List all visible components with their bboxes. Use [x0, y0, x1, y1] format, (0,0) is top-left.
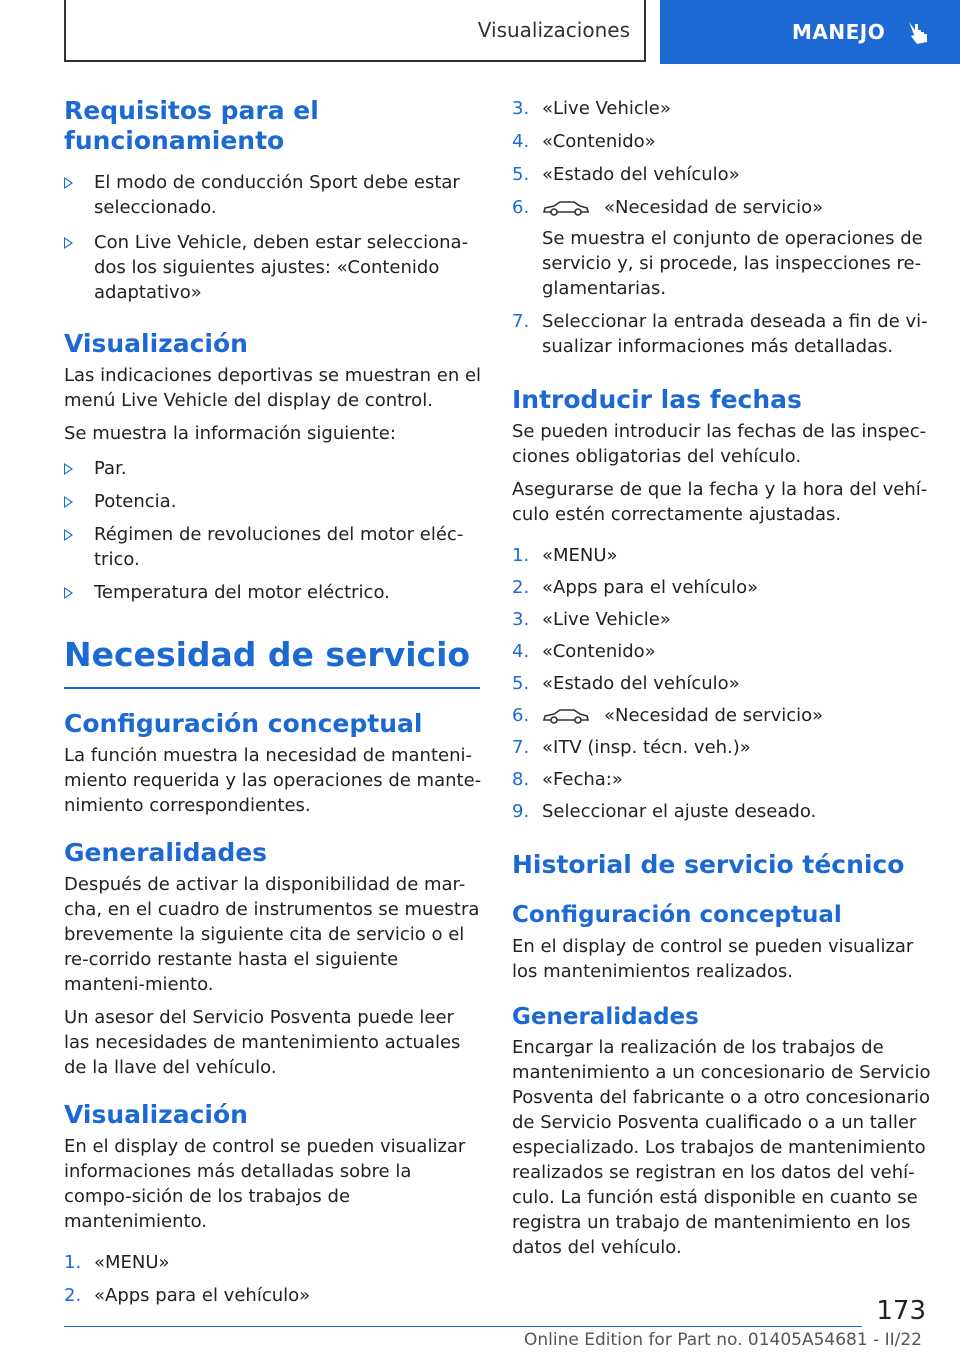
bullet-triangle-icon — [64, 496, 73, 508]
bullet-triangle-icon — [64, 237, 73, 249]
right-column — [512, 96, 932, 1260]
paragraph: En el display de control se pueden visualizar informaciones más detalladas sobre la compo-sición de los trabajos de mantenimiento. — [64, 1135, 466, 1232]
steps-list — [512, 543, 932, 824]
page-number: 173 — [876, 1296, 926, 1326]
list-item: 6. «Necesidad de servicio» — [512, 705, 824, 726]
paragraph: Las indicaciones deportivas se muestran en el menú Live Vehicle del display de control. — [64, 365, 482, 411]
heading-visualizacion-2: Visualización — [64, 1099, 248, 1129]
paragraph: En el display de control se pueden visualizar los mantenimientos realizados. — [512, 935, 914, 982]
list-item: 1. «MENU» — [512, 545, 618, 566]
bullet-triangle-icon — [64, 177, 73, 189]
list-item: Régimen de revoluciones del motor eléc-trico. — [64, 522, 484, 572]
hand-pointer-icon — [905, 18, 931, 46]
paragraph: Se muestra la información siguiente: — [64, 423, 396, 444]
bullet-triangle-icon — [64, 529, 73, 541]
list-item: Par. — [64, 456, 484, 481]
car-icon — [542, 199, 590, 217]
list-item: 5. «Estado del vehículo» — [512, 673, 740, 694]
bullet-triangle-icon — [64, 587, 73, 599]
section-title: Visualizaciones — [477, 18, 630, 42]
requirements-list — [64, 170, 484, 305]
chapter-title: MANEJO — [792, 20, 886, 44]
list-item: El modo de conducción Sport debe estar seleccionado. — [64, 170, 484, 220]
section-tab — [64, 0, 646, 62]
paragraph: Un asesor del Servicio Posventa puede leer las necesidades de mantenimiento actuales de la llave del vehículo. — [64, 1006, 461, 1078]
list-item: 8. «Fecha:» — [512, 769, 623, 790]
chapter-tab — [660, 0, 960, 64]
heading-generalidades: Generalidades — [64, 837, 268, 867]
list-item: 4. «Contenido» — [512, 131, 656, 152]
list-item: 6. «Necesidad de servicio» Se muestra el conjunto de operaciones de servicio y, si procede, las inspecciones re-glamentarias. — [512, 195, 932, 301]
list-item: 7. Seleccionar la entrada deseada a fin de vi-sualizar informaciones más detalladas. — [512, 311, 928, 357]
list-item: 3. «Live Vehicle» — [512, 98, 671, 119]
heading-necesidad: Necesidad de servicio — [64, 635, 471, 674]
paragraph: Asegurarse de que la fecha y la hora del vehí-culo estén correctamente ajustadas. — [512, 479, 928, 525]
heading-rule — [64, 687, 480, 689]
steps-list — [512, 96, 932, 359]
paragraph: La función muestra la necesidad de manteni-miento requerida y las operaciones de mante-nimiento correspondientes. — [64, 744, 482, 816]
paragraph: Encargar la realización de los trabajos de mantenimiento a un concesionario de Servicio Posventa del fabricante o a otro concesionario de Servicio Posventa cualificado o a un taller especializado. Los trabajos de mantenimiento realizados se registran en los datos del vehí-culo. La función está disponible en cuanto se registra un trabajo de mantenimiento en los datos del vehículo. — [512, 1037, 931, 1259]
paragraph: Después de activar la disponibilidad de mar-cha, en el cuadro de instrumentos se muestra brevemente la siguiente cita de servicio o el re-corrido restante hasta el siguiente manteni-miento. — [64, 873, 480, 995]
list-item: 7. «ITV (insp. técn. veh.)» — [512, 737, 751, 758]
heading-historial: Historial de servicio técnico — [512, 850, 905, 879]
paragraph: Se pueden introducir las fechas de las inspec-ciones obligatorias del vehículo. — [512, 421, 927, 467]
list-item: 2. «Apps para el vehículo» — [64, 1284, 311, 1306]
heading-configuracion-2: Configuración conceptual — [512, 902, 842, 928]
bullet-triangle-icon — [64, 463, 73, 475]
list-item: Temperatura del motor eléctrico. — [64, 580, 484, 605]
car-icon — [542, 707, 590, 725]
heading-requisitos: Requisitos para el funcionamiento — [64, 96, 319, 155]
left-column — [64, 96, 484, 1308]
list-item: 5. «Estado del vehículo» — [512, 164, 740, 185]
list-item: 9. Seleccionar el ajuste deseado. — [512, 801, 817, 822]
list-item: 3. «Live Vehicle» — [512, 609, 671, 630]
list-item: Con Live Vehicle, deben estar selecciona-dos los siguientes ajustes: «Contenido adaptativo» — [64, 230, 484, 305]
list-item: 1. «MENU» — [64, 1251, 170, 1273]
step-note: Se muestra el conjunto de operaciones de servicio y, si procede, las inspecciones re-glamentarias. — [542, 228, 923, 299]
steps-list — [64, 1250, 484, 1308]
list-item: 2. «Apps para el vehículo» — [512, 577, 759, 598]
list-item: Potencia. — [64, 489, 484, 514]
info-list — [64, 456, 484, 605]
page-header — [0, 0, 960, 66]
heading-configuracion: Configuración conceptual — [64, 708, 423, 738]
heading-visualizacion: Visualización — [64, 329, 248, 358]
heading-fechas: Introducir las fechas — [512, 385, 802, 414]
footer-rule — [64, 1326, 862, 1327]
list-item: 4. «Contenido» — [512, 641, 656, 662]
footer-edition: Online Edition for Part no. 01405A54681 - II/22 — [523, 1330, 922, 1350]
heading-generalidades-2: Generalidades — [512, 1003, 699, 1030]
